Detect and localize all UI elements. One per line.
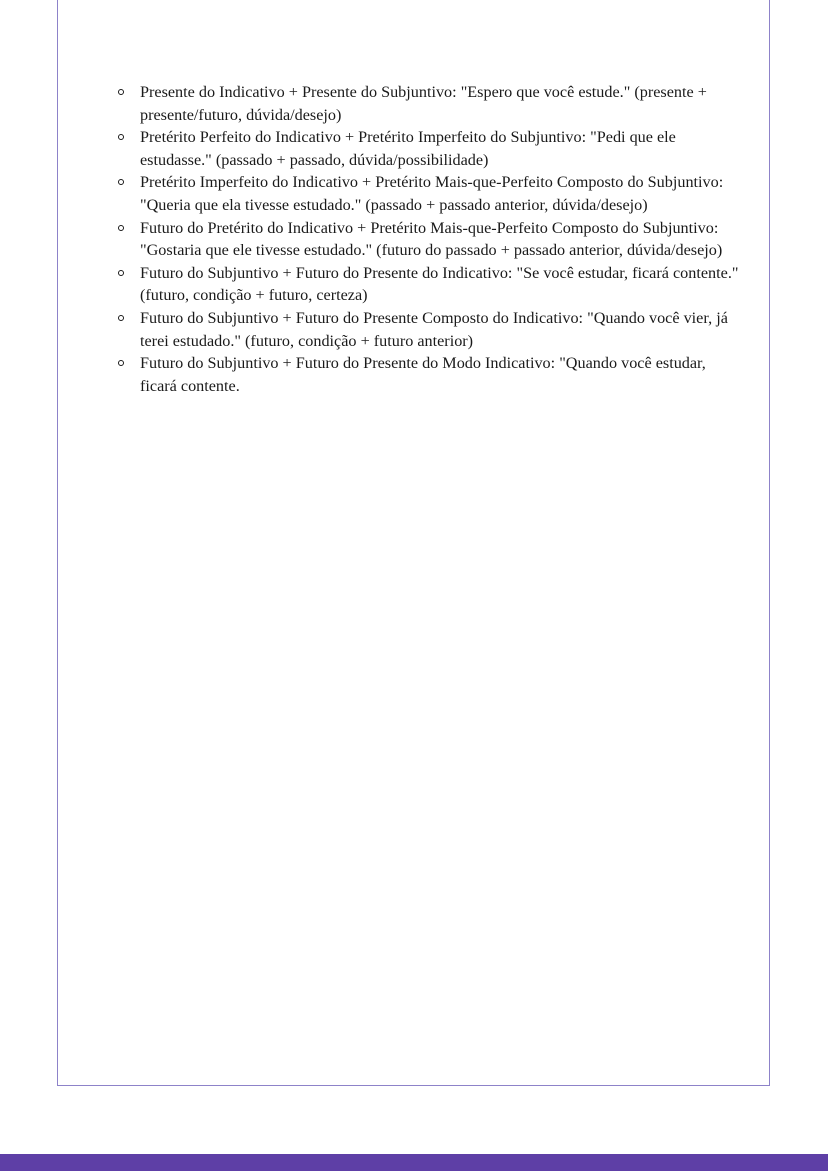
list-item-text: Pretérito Perfeito do Indicativo + Pretérito Imperfeito do Subjuntivo: "Pedi que ele estudasse." (passado + passado, dúvida/possibilidade) (140, 128, 676, 169)
hollow-bullet-icon (118, 179, 124, 185)
list-item (115, 352, 745, 397)
list-item (115, 171, 745, 216)
list-item-text: Futuro do Subjuntivo + Futuro do Presente do Indicativo: "Se você estudar, ficará contente." (futuro, condição + futuro, certeza) (140, 263, 739, 305)
hollow-bullet-icon (118, 315, 124, 321)
list-item-text: Futuro do Pretérito do Indicativo + Pretérito Mais-que-Perfeito Composto do Subjuntivo: "Gostaria que ele tivesse estudado." (futuro do passado + passado anterior, dúvida/desejo) (140, 218, 723, 260)
list-item (115, 307, 745, 352)
list-item (115, 81, 745, 126)
hollow-bullet-icon (118, 89, 124, 95)
list-item-text: Presente do Indicativo + Presente do Subjuntivo: "Espero que você estude." (presente + presente/futuro, dúvida/desejo) (140, 83, 707, 124)
hollow-bullet-icon (118, 270, 124, 276)
list-item (115, 217, 745, 262)
list-item (115, 262, 745, 307)
footer-bar (0, 1154, 828, 1171)
list-item-text: Futuro do Subjuntivo + Futuro do Presente Composto do Indicativo: "Quando você vier, já terei estudado." (futuro, condição + futuro anterior) (140, 308, 728, 350)
hollow-bullet-icon (118, 134, 124, 140)
list-item (115, 126, 745, 171)
document-content (115, 81, 745, 397)
hollow-bullet-icon (118, 225, 124, 231)
list-item-text: Futuro do Subjuntivo + Futuro do Presente do Modo Indicativo: "Quando você estudar, ficará contente. (140, 354, 706, 395)
hollow-bullet-icon (118, 360, 124, 366)
bullet-list (115, 81, 745, 397)
list-item-text: Pretérito Imperfeito do Indicativo + Pretérito Mais-que-Perfeito Composto do Subjuntivo: "Queria que ela tivesse estudado." (passado + passado anterior, dúvida/desejo) (140, 173, 724, 214)
